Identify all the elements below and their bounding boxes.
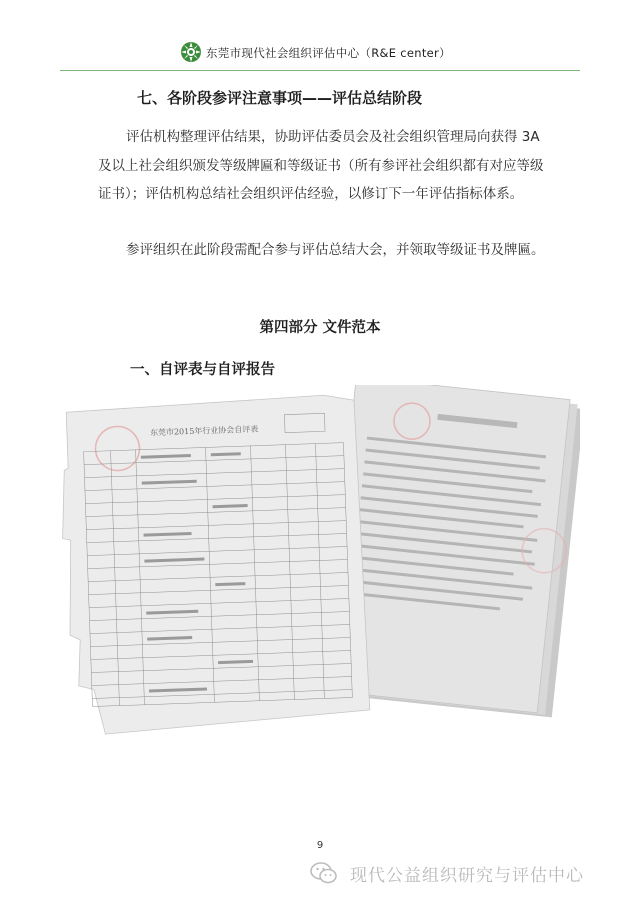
watermark-text: 现代公益组织研究与评估中心 xyxy=(350,866,584,886)
page-header xyxy=(0,38,640,68)
wechat-icon xyxy=(310,861,338,885)
paragraph-2: 参评组织在此阶段需配合参与评估总结大会，并领取等级证书及牌匾。 xyxy=(126,242,545,258)
header-organization-name: 东莞市现代社会组织评估中心（R&E center） xyxy=(206,46,451,60)
paragraph-1: 评估机构整理评估结果，协助评估委员会及社会组织管理局向获得 3A 及以上社会组织颁发等级牌匾和等级证书（所有参评社会组织都有对应等级证书）；评估机构总结社会组织评估经验，以修订下一年评估指标体系。 xyxy=(98,129,544,202)
self-assessment-documents-photo xyxy=(60,385,580,750)
part-title: 第四部分 文件范本 xyxy=(259,320,381,336)
page-number: 9 xyxy=(316,840,324,851)
section-title: 七、各阶段参评注意事项——评估总结阶段 xyxy=(137,89,423,107)
header-divider xyxy=(60,70,580,71)
subsection-title: 一、自评表与自评报告 xyxy=(130,362,275,378)
self-assessment-form xyxy=(60,394,370,735)
organization-logo-icon xyxy=(180,41,202,63)
form-heading: 东莞市2015年行业协会自评表 xyxy=(149,424,259,438)
